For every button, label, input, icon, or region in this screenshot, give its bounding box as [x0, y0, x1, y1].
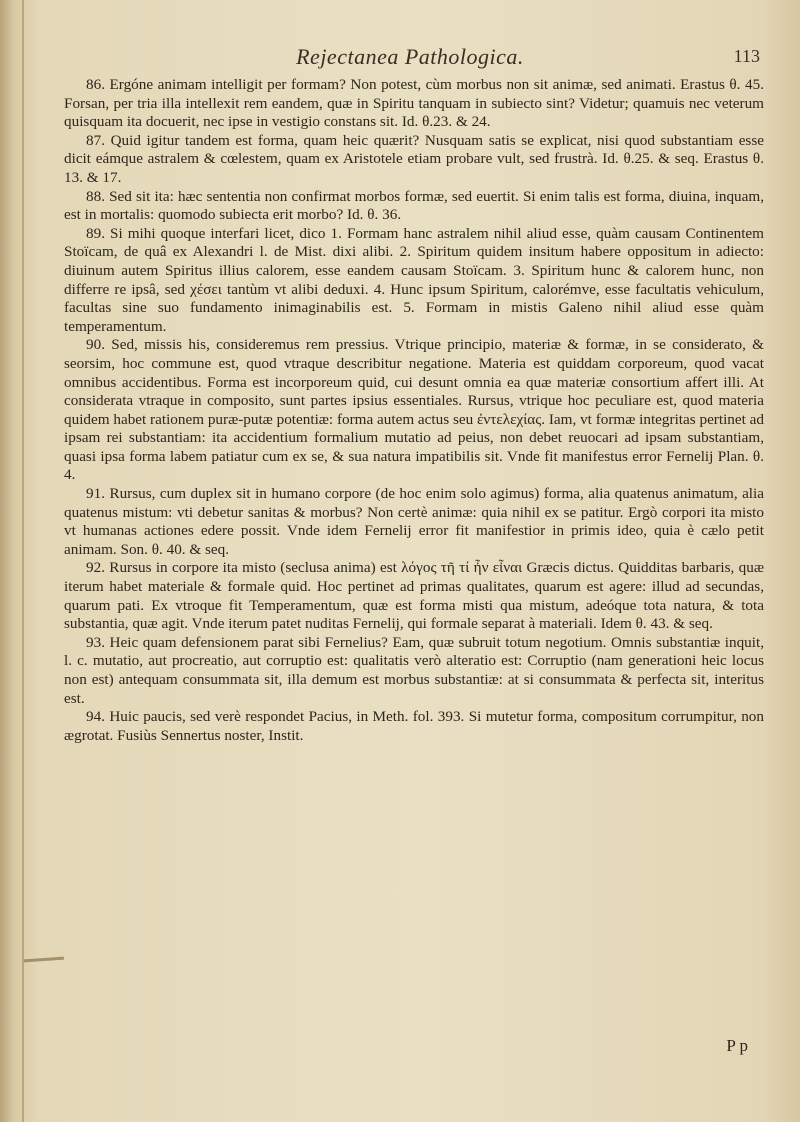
binding-gutter [22, 0, 24, 1122]
paragraph-93: 93. Heic quam defensionem parat sibi Fernelius? Eam, quæ subruit totum negotium. Omnis substantiæ inquit, l. c. mutatio, aut procreatio, aut corruptio est: qualitatis verò alteratio est: Corruptio (nam generationi heic locus non est) antequam consummata sit, illa demum est morbus substantiæ: at si consummata & perfecta sit, interitus est. [64, 633, 764, 707]
paragraph-88: 88. Sed sit ita: hæc sententia non confirmat morbos formæ, sed euertit. Si enim talis est forma, diuina, inquam, est in mortalis: quomodo subiecta erit morbo? Id. θ. 36. [64, 187, 764, 224]
paragraph-90: 90. Sed, missis his, consideremus rem pressius. Vtrique principio, materiæ & formæ, in se considerato, & seorsim, hoc commune est, quod vtraque describitur negatione. Materia est quiddam corporeum, quod vacat omnibus accidentibus. Forma est incorporeum quid, cui desunt omnia ea quæ materiæ consortium affert illi. At considerata vtraque in composito, sunt partes ipsius essentiales. Rursus, vtrique hoc peculiare est, quod materia quidem habet rationem puræ-putæ potentiæ: forma autem actus seu ἐντελεχίας. Iam, vt formæ integritas pertinet ad ipsam rei substantiam: ita accidentium formalium mutatio ad peius, non debet reuocari ad ipsam substantiam, quasi ipsa forma labem patiatur cum ex se, & sua natura impatibilis sit. Vnde fit manifestus error Fernelij Plan. θ. 4. [64, 336, 764, 484]
paragraph-87: 87. Quid igitur tandem est forma, quam heic quærit? Nusquam satis se explicat, nisi quod substantiam esse dicit eámque astralem & cœlestem, quam ex Aristotele etiam probare vult, sed frustrà. Id. θ.25. & seq. Erastus θ. 13. & 17. [64, 131, 764, 186]
paragraph-91: 91. Rursus, cum duplex sit in humano corpore (de hoc enim solo agimus) forma, alia quatenus animatum, alia quatenus mistum: vti debetur sanitas & morbus? Non certè animæ: quia nihil ex se patitur. Ergò corpori ita misto vt humanas actiones edere possit. Vnde idem Fernelij error fit manifestior in primis ideo, quia è cælo petit animam. Son. θ. 40. & seq. [64, 485, 764, 558]
main-text [64, 76, 764, 745]
signature-mark: P p [726, 1036, 748, 1055]
page-number: 113 [733, 46, 760, 66]
page-header [60, 44, 760, 74]
paragraph-89: 89. Si mihi quoque interfari licet, dico 1. Formam hanc astralem nihil aliud esse, quàm causam Continentem Stoïcam, de quâ ex Alexandri l. de Mist. dixi alibi. 2. Spiritum quidem insitum habere oppositum in adiecto: diuinum autem Spiritus illius calorem, esse eandem causam Stoïcam. 3. Spiritum hunc & calorem hunc, non differre re ipsâ, sed χέσει tantùm vt alibi deduxi. 4. Hunc ipsum Spiritum, calorémve, esse facultatis vehiculum, facultas sine suo fundamento inimaginabilis est. 5. Formam in mistis Galeno nihil aliud esse quàm temperamentum. [64, 224, 764, 335]
running-title: Rejectanea Pathologica. [296, 44, 524, 69]
paragraph-86: 86. Ergóne animam intelligit per formam? Non potest, cùm morbus non sit animæ, sed animati. Erastus θ. 45. Forsan, per tria illa intellexit rem eandem, quæ in Spiritu tanquam in subiecto sint? Videtur; quamuis nec veterum quisquam ita docuerit, nec ipse in vestigio constans sit. Id. θ.23. & 24. [64, 76, 764, 131]
ink-stain [24, 957, 64, 963]
paragraph-94: 94. Huic paucis, sed verè respondet Pacius, in Meth. fol. 393. Si mutetur forma, compositum corrumpitur, non ægrotat. Fusiùs Sennertus noster, Instit. [64, 708, 764, 744]
paragraph-92: 92. Rursus in corpore ita misto (seclusa anima) est λόγος τῆ τί ἦν εἶναι Græcis dictus. Quidditas barbaris, quæ iterum habet materiale & formale quid. Hoc pertinet ad primas qualitates, quarum est agere: illud ad secundas, quarum pati. Ex vtroque fit Temperamentum, quæ est forma misti qua mistum, adeóque tota natura, & tota substantia, quæ agit. Vnde iterum patet nuditas Fernelij, qui formale separat à materiali. Idem θ. 43. & seq. [64, 559, 764, 633]
